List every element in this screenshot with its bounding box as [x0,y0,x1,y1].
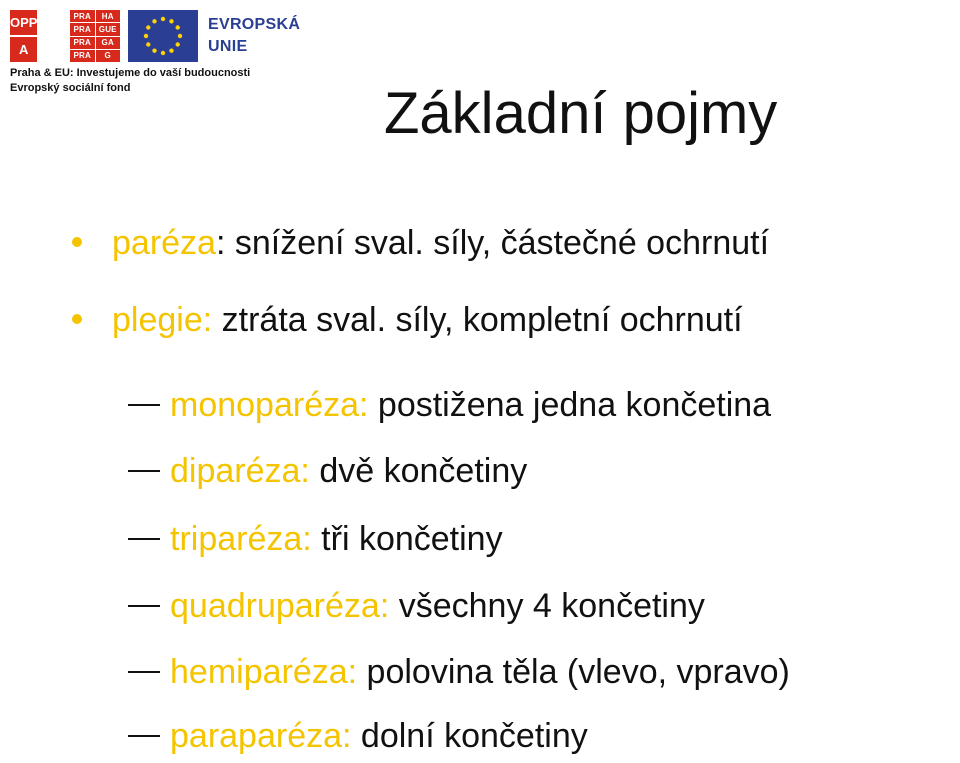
logo-strip [10,10,300,62]
list-item [72,297,743,343]
dash-icon [128,538,160,540]
term: paraparéza: [170,717,352,755]
term: quadruparéza: [170,587,390,625]
term: plegie: [112,301,213,339]
praha-logo-cell: GA [96,37,121,49]
eu-stars-icon [141,14,185,58]
term: hemiparéza: [170,653,358,691]
definition: tři končetiny [311,520,503,558]
eu-flag-icon [128,10,198,62]
eu-wordmark-line: UNIE [208,38,248,55]
praha-logo [70,10,120,62]
oppa-logo-cell: OPP [10,10,37,35]
dash-icon [128,470,160,472]
definition: dolní končetiny [351,717,588,755]
praha-logo-cell: G [96,50,121,62]
eu-wordmark-line: EVROPSKÁ [208,16,301,33]
tagline-line: Evropský sociální fond [10,82,131,94]
term: triparéza: [170,520,312,558]
tagline [10,66,250,96]
definition: postižena jedna končetina [368,386,772,424]
dash-icon [128,671,160,673]
praha-logo-cell: PRA [70,37,95,49]
sub-list-item [128,648,790,696]
term: monoparéza: [170,386,369,424]
list-item [72,220,769,266]
eu-wordmark [208,14,300,58]
bullet-dot-icon [72,237,82,247]
bullet-dot-icon [72,314,82,324]
tagline-line: Praha & EU: Investujeme do vaší budoucnosti [10,67,251,79]
sub-list-item [128,381,771,429]
dash-icon [128,605,160,607]
definition: ztráta sval. síly, kompletní ochrnutí [212,301,743,339]
praha-logo-cell: PRA [70,23,95,35]
page-title: Základní pojmy [384,81,778,146]
sub-list-item [128,447,527,495]
dash-icon [128,735,160,737]
praha-logo-cell: PRA [70,10,95,22]
praha-logo-cell: PRA [70,50,95,62]
term: diparéza: [170,452,310,490]
oppa-logo-cell: A [10,37,37,62]
term: paréza [112,224,216,262]
praha-logo-cell: GUE [96,23,121,35]
dash-icon [128,404,160,406]
oppa-logo [10,10,62,62]
praha-logo-cell: HA [96,10,121,22]
sub-list-item [128,515,503,563]
sub-list-item [128,582,705,630]
definition: polovina těla (vlevo, vpravo) [357,653,790,691]
oppa-logo-cell [39,37,62,62]
oppa-logo-cell [39,10,62,35]
definition: dvě končetiny [309,452,528,490]
definition: všechny 4 končetiny [389,587,705,625]
definition: : snížení sval. síly, částečné ochrnutí [215,224,770,262]
sub-list-item [128,712,588,760]
